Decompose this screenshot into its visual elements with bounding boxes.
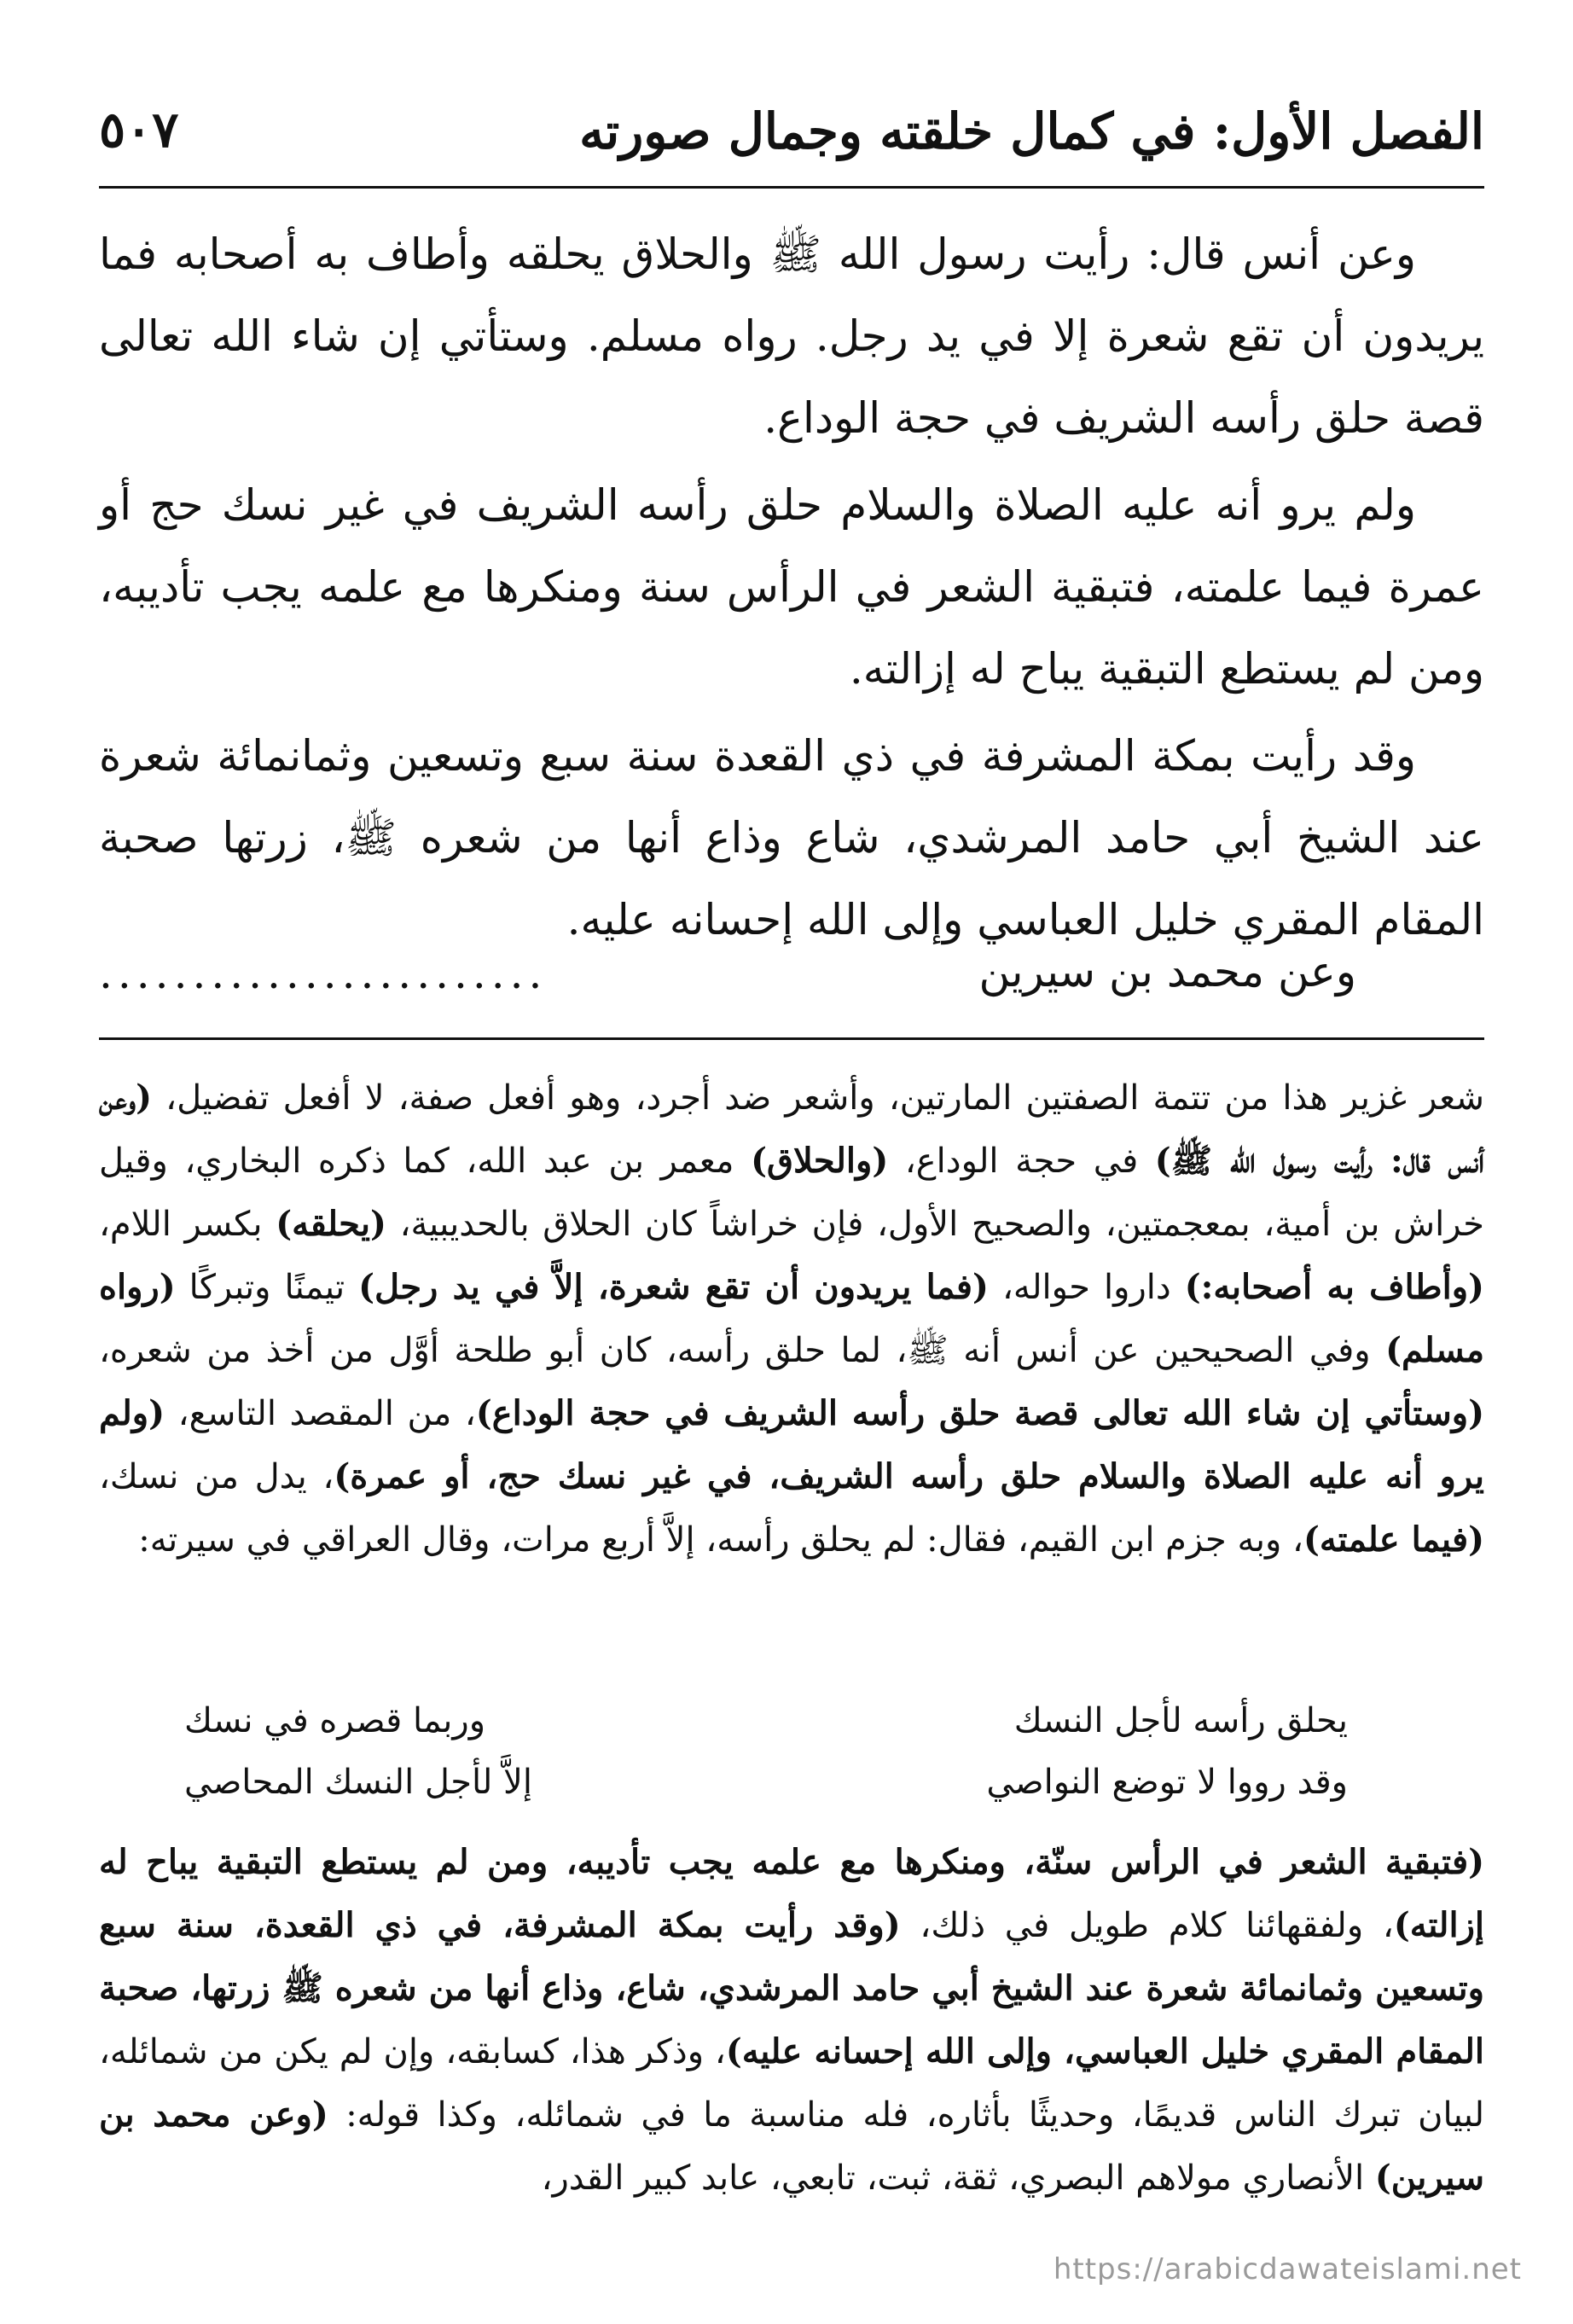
poem-verse-2 <box>99 1763 1484 1826</box>
continuation-dots: ........................ <box>99 949 548 998</box>
commentary-text-run: ، وذكر هذا، كسابقه، وإن لم يكن من شمائله، لبيان تبرك الناس قديمًا، وحديثًا بأثاره، فله مناسبة ما في شمائله، وكذا قوله: <box>99 2032 1485 2135</box>
commentary-text-run: شعر غزير هذا من تتمة الصفتين المارتين، وأشعر ضد أجرد، وهو أفعل صفة، لا أفعل تفضيل، <box>152 1078 1484 1118</box>
page-number: ٥٠٧ <box>99 101 179 159</box>
commentary-quote: (وعن أنس قال: رأيت رسول الله ﷺ) <box>99 1078 1484 1181</box>
commentary-quote: (ولم يرو أنه عليه الصلاة والسلام حلق رأسه الشريف، في غير نسك حج، أو عمرة) <box>99 1393 1485 1496</box>
running-header <box>99 96 1484 181</box>
main-paragraph-2: ولم يرو أنه عليه الصلاة والسلام حلق رأسه الشريف في غير نسك حج أو عمرة فيما علمته، فتبقية الشعر في الرأس سنة ومنكرها مع علمه يجب تأديبه، ومن لم يستطع التبقية يباح له إزالته. <box>99 480 1484 694</box>
main-text <box>99 213 1484 966</box>
commentary-quote: (والحلاق) <box>751 1141 889 1181</box>
commentary-paragraph-2 <box>99 1831 1484 2210</box>
commentary-quote: (وستأتي إن شاء الله تعالى قصة حلق رأسه الشريف في حجة الوداع) <box>475 1393 1484 1433</box>
commentary-text-run: في حجة الوداع، <box>888 1142 1155 1181</box>
watermark-url: https://arabicdawateislami.net <box>1053 2252 1522 2286</box>
commentary-divider <box>99 1037 1484 1040</box>
commentary-text-run: داروا حواله، <box>988 1268 1185 1307</box>
commentary-quote: (وأطاف به أصحابه:) <box>1184 1267 1484 1307</box>
commentary-text-run: تيمنًا وتبركًا <box>175 1268 359 1307</box>
commentary-text <box>99 1066 1484 1572</box>
verse-2-first-hemistich: وقد رووا لا توضع النواصي <box>986 1763 1348 1802</box>
main-paragraph-1: وعن أنس قال: رأيت رسول الله ﷺ والحلاق يحلقه وأطاف به أصحابه فما يريدون أن تقع شعرة إلا في يد رجل. رواه مسلم. وستأتي إن شاء الله تعالى قصة حلق رأسه الشريف في حجة الوداع. <box>99 229 1484 443</box>
verse-1-second-hemistich: وربما قصره في نسك <box>184 1701 486 1740</box>
main-continuation-line <box>99 947 1484 1015</box>
commentary-text-run: ، يدل من نسك، <box>99 1457 334 1496</box>
commentary-quote: (وعن محمد بن سيرين) <box>99 2095 1484 2198</box>
commentary-text-run: ، وبه جزم ابن القيم، فقال: لم يحلق رأسه، إلاَّ أربع مرات، وقال العراقي في سيرته: <box>138 1520 1303 1560</box>
main-paragraph-3: وقد رأيت بمكة المشرفة في ذي القعدة سنة سبع وتسعين وثمانمائة شعرة عند الشيخ أبي حامد المرشدي، شاع وذاع أنها من شعره ﷺ، زرتها صحبة المقام المقري خليل العباسي وإلى الله إحسانه عليه. <box>99 731 1484 944</box>
commentary-quote: (فيما علمته) <box>1303 1519 1484 1560</box>
header-rule <box>99 186 1484 189</box>
commentary-quote: (وقد رأيت بمكة المشرفة، في ذي القعدة، سنة سبع وتسعين وثمانمائة شعرة عند الشيخ أبي حامد المرشدي، شاع، وذاع أنها من شعره ﷺ زرتها، صحبة المقام المقري خليل العباسي، وإلى الله إحسانه عليه) <box>99 1905 1484 2071</box>
commentary-text-run: الأنصاري مولاهم البصري، ثقة، ثبت، تابعي، عابد كبير القدر، <box>541 2158 1375 2198</box>
commentary-text-2 <box>99 1831 1484 2210</box>
poem-verse-1 <box>99 1701 1484 1764</box>
commentary-quote: (يحلقه) <box>276 1204 386 1244</box>
commentary-text-run: ، ولفقهائنا كلام طويل في ذلك، <box>900 1906 1394 1945</box>
commentary-quote: (فما يريدون أن تقع شعرة، إلاَّ في يد رجل) <box>358 1267 989 1307</box>
verse-1-first-hemistich: يحلق رأسه لأجل النسك <box>1013 1701 1348 1740</box>
commentary-quote: (فتبقية الشعر في الرأس سنّة، ومنكرها مع علمه يجب تأديبه، ومن لم يستطع التبقية يباح له إزالته) <box>99 1842 1484 1945</box>
commentary-text-run: بكسر اللام، <box>99 1205 276 1244</box>
commentary-text-run: وفي الصحيحين عن أنس أنه ﷺ، لما حلق رأسه، كان أبو طلحة أوَّل من أخذ من شعره، <box>99 1331 1386 1370</box>
commentary-text-run: معمر بن عبد الله، كما ذكره البخاري، وقيل خراش بن أمية، بمعجمتين، والصحيح الأول، فإن خراشاً كان الحلاق بالحديبية، <box>99 1142 1484 1244</box>
commentary-text-run: ، من المقصد التاسع، <box>165 1394 476 1433</box>
chapter-title: الفصل الأول: في كمال خلقته وجمال صورته <box>579 102 1484 160</box>
main-paragraph-4: وعن محمد بن سيرين <box>978 947 1356 996</box>
commentary-paragraph-1 <box>99 1066 1484 1572</box>
verse-2-second-hemistich: إلاَّ لأجل النسك المحاصي <box>184 1763 532 1802</box>
commentary-quote: (رواه مسلم) <box>99 1267 1484 1370</box>
